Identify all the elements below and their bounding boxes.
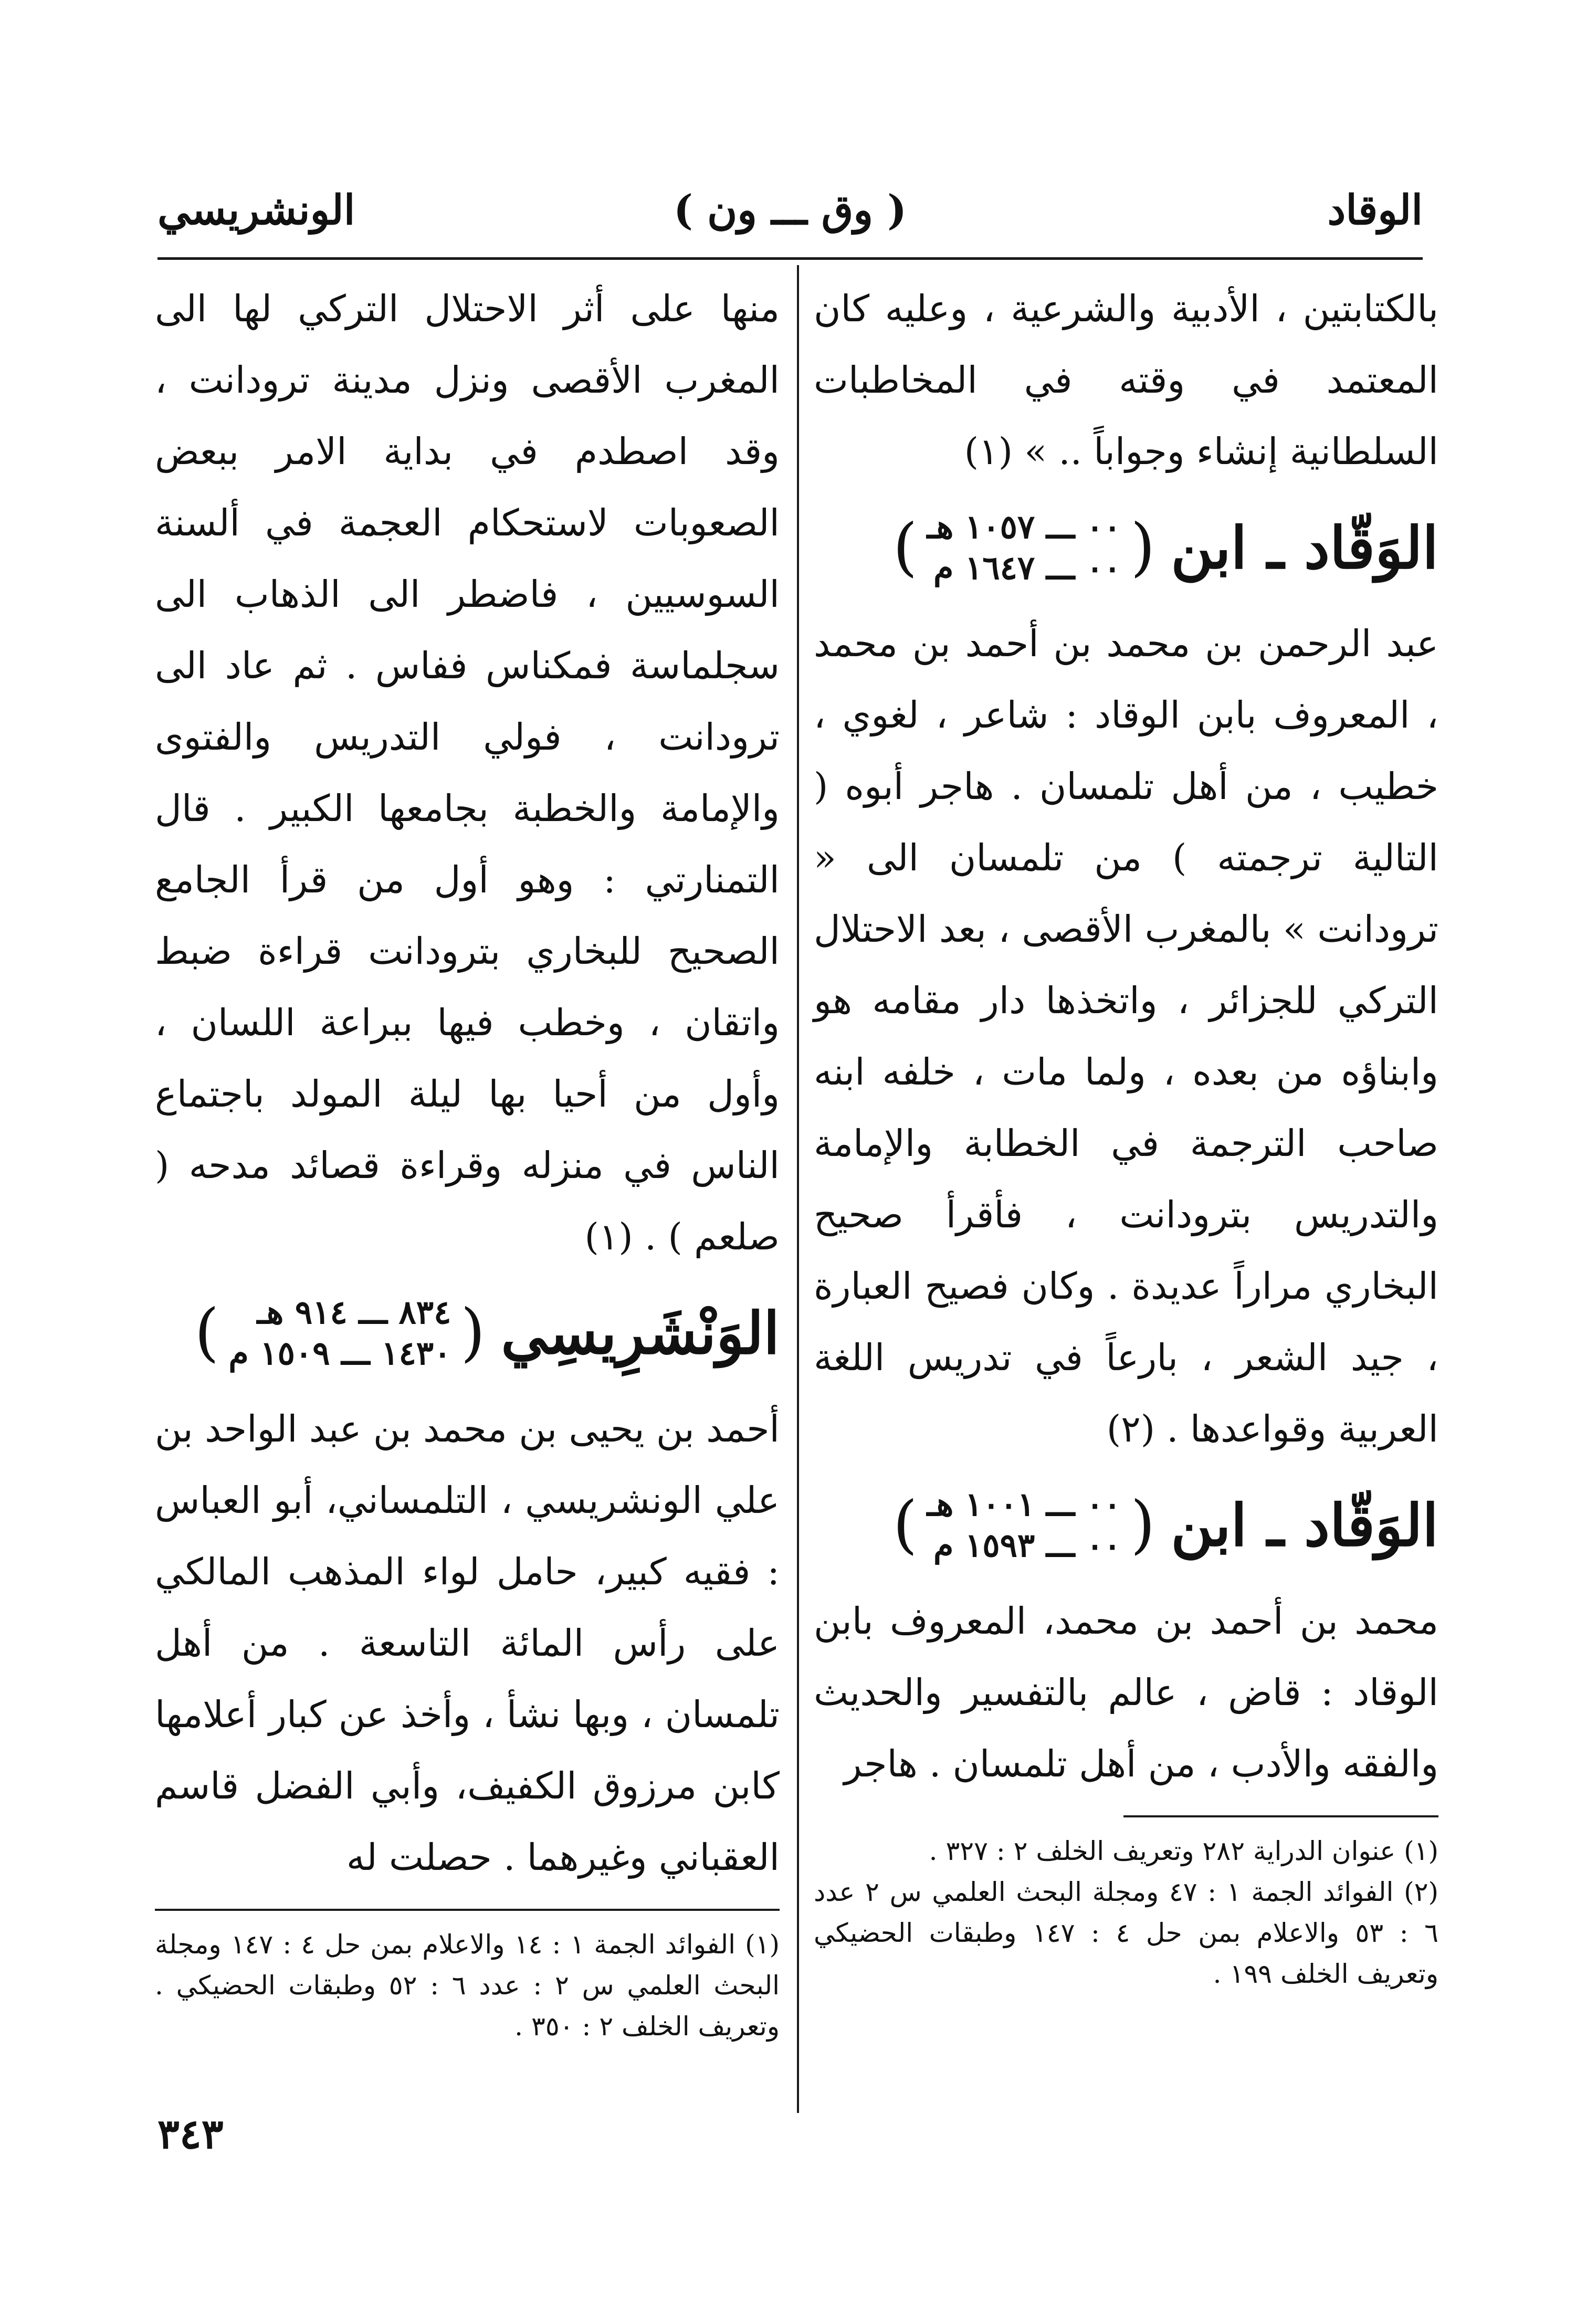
page-number: ٣٤٣ xyxy=(157,2110,224,2158)
continuation-paragraph: منها على أثر الاحتلال التركي لها الى المغرب الأقصى ونزل مدينة ترودانت ، وقد اصطدم في بداية الامر ببعض الصعوبات لاستحكام العجمة في ألسنة السوسيين ، فاضطر الى الذهاب الى سجلماسة فمكناس ففاس . ثم عاد الى ترودانت ، فولي التدريس والفتوى والإمامة والخطبة بجامعها الكبير . قال التمنارتي : وهو أول من قرأ الجامع الصحيح للبخاري بترودانت قراءة ضبط واتقان ، وخطب فيها ببراعة اللسان ، وأول من أحيا بها ليلة المولد باجتماع الناس في منزله وقراءة قصائد مدحه ( صلعم ) . (١) xyxy=(155,287,780,1258)
gregorian-date: ٠٠ ـــ ١٦٤٧ م xyxy=(933,549,1121,587)
header-right-keyword: الوقاد xyxy=(1327,186,1423,234)
running-header xyxy=(157,186,1423,249)
hijri-date: ٠٠ ـــ ١٠٠١ هـ xyxy=(927,1485,1121,1523)
close-paren: ) xyxy=(892,1488,918,1561)
entry-body: محمد بن أحمد بن محمد، المعروف بابن الوقاد : قاض ، عالم بالتفسير والحديث والفقه والأدب ، من أهل تلمسان . هاجر xyxy=(814,1600,1438,1785)
close-paren: ) xyxy=(194,1296,219,1369)
entry-heading-ibn-alwaqqad-2 xyxy=(814,1465,1438,1585)
entry-heading-alwansharisi xyxy=(155,1273,780,1393)
close-paren: ) xyxy=(892,511,918,584)
entry-dates xyxy=(893,507,1155,588)
open-paren: ( xyxy=(460,1296,486,1369)
left-column xyxy=(155,273,780,2047)
gregorian-date: ٠٠ ـــ ١٥٩٣ م xyxy=(933,1526,1121,1564)
footnote: (٢) الفوائد الجمة ١ : ٤٧ ومجلة البحث العلمي س ٢ عدد ٦ : ٥٣ والاعلام بمن حل ٤ : ١٤٧ وطبقات الحضيكي وتعريف الخلف ١٩٩ . xyxy=(814,1877,1438,1989)
entry-body: عبد الرحمن بن محمد بن أحمد بن محمد ، المعروف بابن الوقاد : شاعر ، لغوي ، خطيب ، من أهل تلمسان . هاجر أبوه ( التالية ترجمته ) من تلمسان الى « ترودانت » بالمغرب الأقصى ، بعد الاحتلال التركي للجزائر ، واتخذها دار مقامه هو وابناؤه من بعده ، ولما مات ، خلفه ابنه صاحب الترجمة في الخطابة والإمامة والتدريس بترودانت ، فأقرأ صحيح البخاري مراراً عديدة . وكان فصيح العبارة ، جيد الشعر ، بارعاً في تدريس اللغة العربية وقواعدها . (٢) xyxy=(814,622,1438,1450)
hijri-date: ٨٣٤ ـــ ٩١٤ هـ xyxy=(257,1293,451,1331)
open-paren: ( xyxy=(1130,1488,1155,1561)
header-rule xyxy=(157,257,1423,260)
open-paren: ( xyxy=(1130,511,1155,584)
entry-name: الوَقّاد ـ ابن xyxy=(1171,1491,1438,1559)
entry-body: أحمد بن يحيى بن محمد بن عبد الواحد بن علي الونشريسي ، التلمساني، أبو العباس : فقيه كبير، حامل لواء المذهب المالكي على رأس المائة التاسعة . من أهل تلمسان ، وبها نشأ ، وأخذ عن كبار أعلامها كابن مرزوق الكفيف، وأبي الفضل قاسم العقباني وغيرهما . حصلت له xyxy=(155,1407,780,1879)
footnote-rule xyxy=(155,1909,780,1911)
intro-paragraph: بالكتابتين ، الأدبية والشرعية ، وعليه كان المعتمد في وقته في المخاطبات السلطانية إنشاء وجواباً .. » (١) xyxy=(814,287,1438,473)
footnote: (١) الفوائد الجمة ١ : ١٤ والاعلام بمن حل ٤ : ١٤٧ ومجلة البحث العلمي س ٢ : عدد ٦ : ٥٢ وطبقات الحضيكي . وتعريف الخلف ٢ : ٣٥٠ . xyxy=(155,1929,780,2042)
column-divider xyxy=(797,265,799,2113)
entry-dates xyxy=(195,1292,486,1374)
entry-name: الوَنْشَرِيسِي xyxy=(501,1299,780,1367)
entry-name: الوَقّاد ـ ابن xyxy=(1171,513,1438,582)
entry-heading-ibn-alwaqqad-1 xyxy=(814,487,1438,608)
header-left-keyword: الونشريسي xyxy=(157,186,355,234)
entry-dates xyxy=(893,1484,1155,1566)
footnote-rule xyxy=(1123,1815,1438,1817)
gregorian-date: ١٤٣٠ ـــ ١٥٠٩ م xyxy=(228,1334,451,1372)
hijri-date: ٠٠ ـــ ١٠٥٧ هـ xyxy=(927,508,1121,546)
header-range: ( وق ـــ ون ) xyxy=(673,186,907,234)
right-column xyxy=(814,273,1438,1994)
footnote: (١) عنوان الدراية ٢٨٢ وتعريف الخلف ٢ : ٣٢٧ . xyxy=(929,1836,1438,1866)
